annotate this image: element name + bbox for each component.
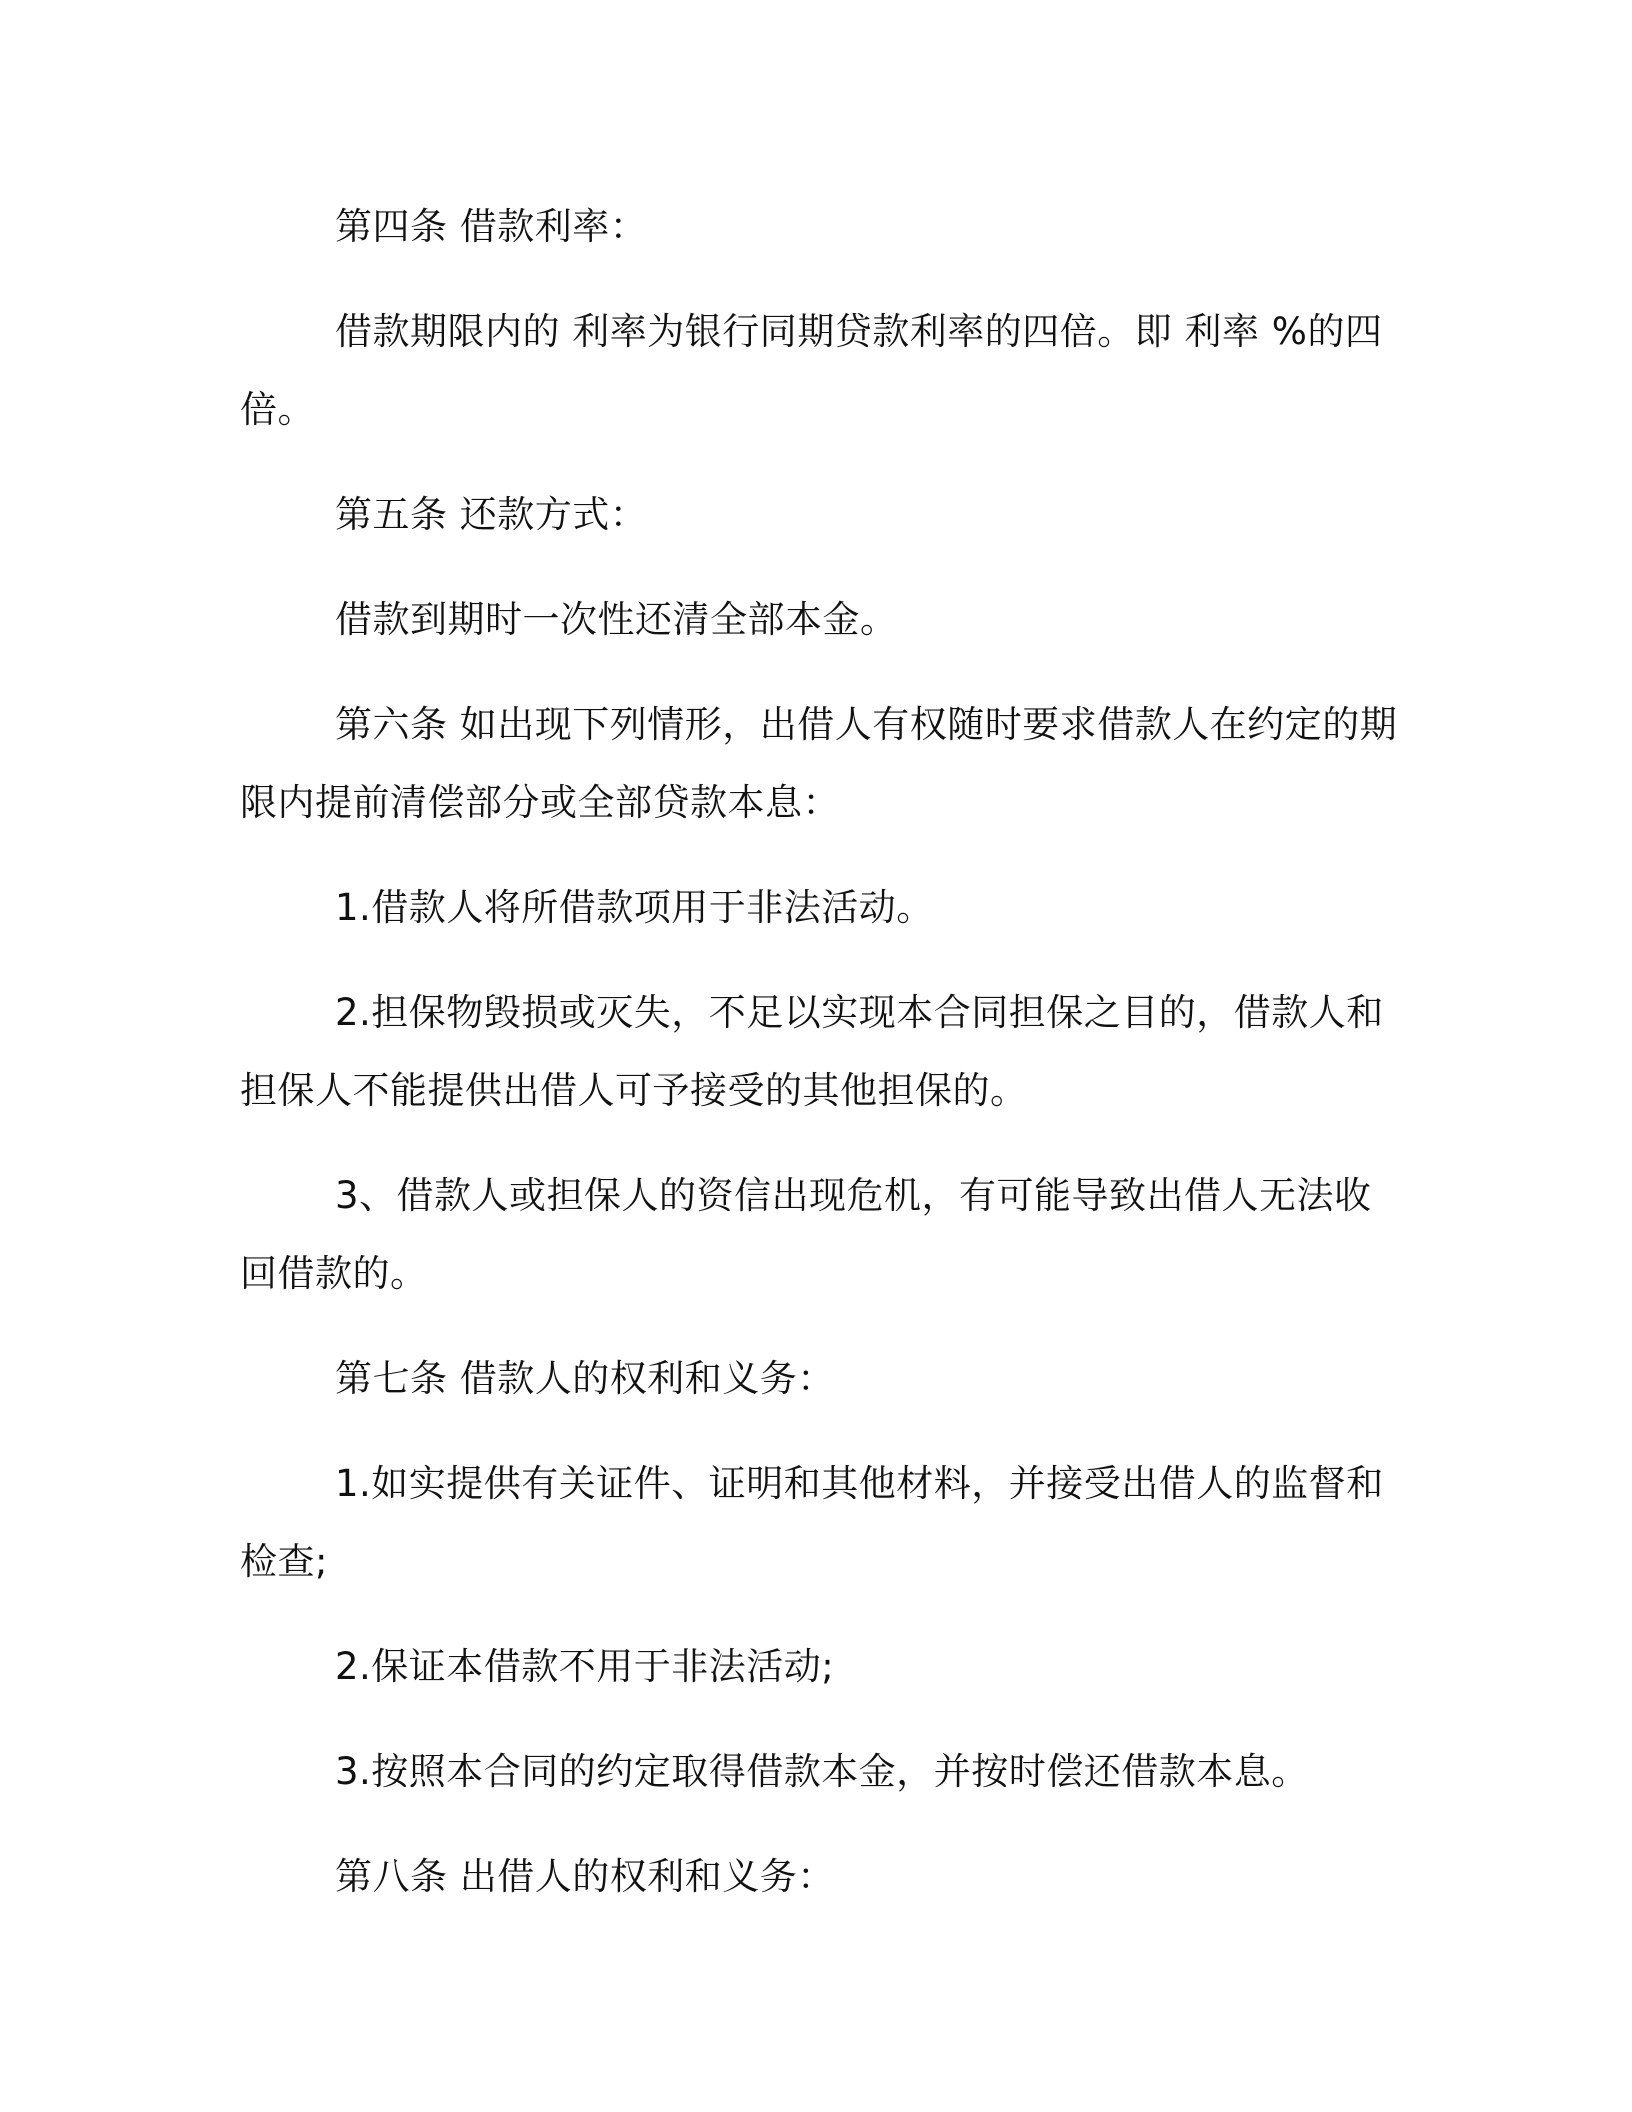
article-5-text: 借款到期时一次性还清全部本金。: [335, 598, 898, 641]
document-body: [240, 188, 1400, 1943]
article-6-item-1: 1.借款人将所借款项用于非法活动。: [335, 886, 934, 929]
article-7-heading: 第七条 借款人的权利和义务：: [335, 1357, 835, 1400]
article-4-heading: 第四条 借款利率：: [335, 205, 648, 248]
article-8-heading: 第八条 出借人的权利和义务：: [335, 1855, 835, 1898]
article-7-item-1: 1.如实提供有关证件、证明和其他材料，并接受出借人的监督和检查;: [240, 1462, 1384, 1583]
article-6-item-3: 3、借款人或担保人的资信出现危机，有可能导致出借人无法收回借款的。: [240, 1174, 1372, 1295]
article-7-item-2: 2.保证本借款不用于非法活动;: [335, 1645, 835, 1688]
article-6-item-2: 2.担保物毁损或灭失，不足以实现本合同担保之目的，借款人和担保人不能提供出借人可予接受的其他担保的。: [240, 991, 1384, 1112]
article-4-text: 借款期限内的 利率为银行同期贷款利率的四倍。即 利率 %的四倍。: [240, 310, 1383, 431]
article-7-item-3: 3.按照本合同的约定取得借款本金，并按时偿还借款本息。: [335, 1750, 1309, 1793]
article-5-heading: 第五条 还款方式：: [335, 493, 648, 536]
article-6-text: 第六条 如出现下列情形，出借人有权随时要求借款人在约定的期限内提前清偿部分或全部贷款本息：: [240, 703, 1398, 824]
